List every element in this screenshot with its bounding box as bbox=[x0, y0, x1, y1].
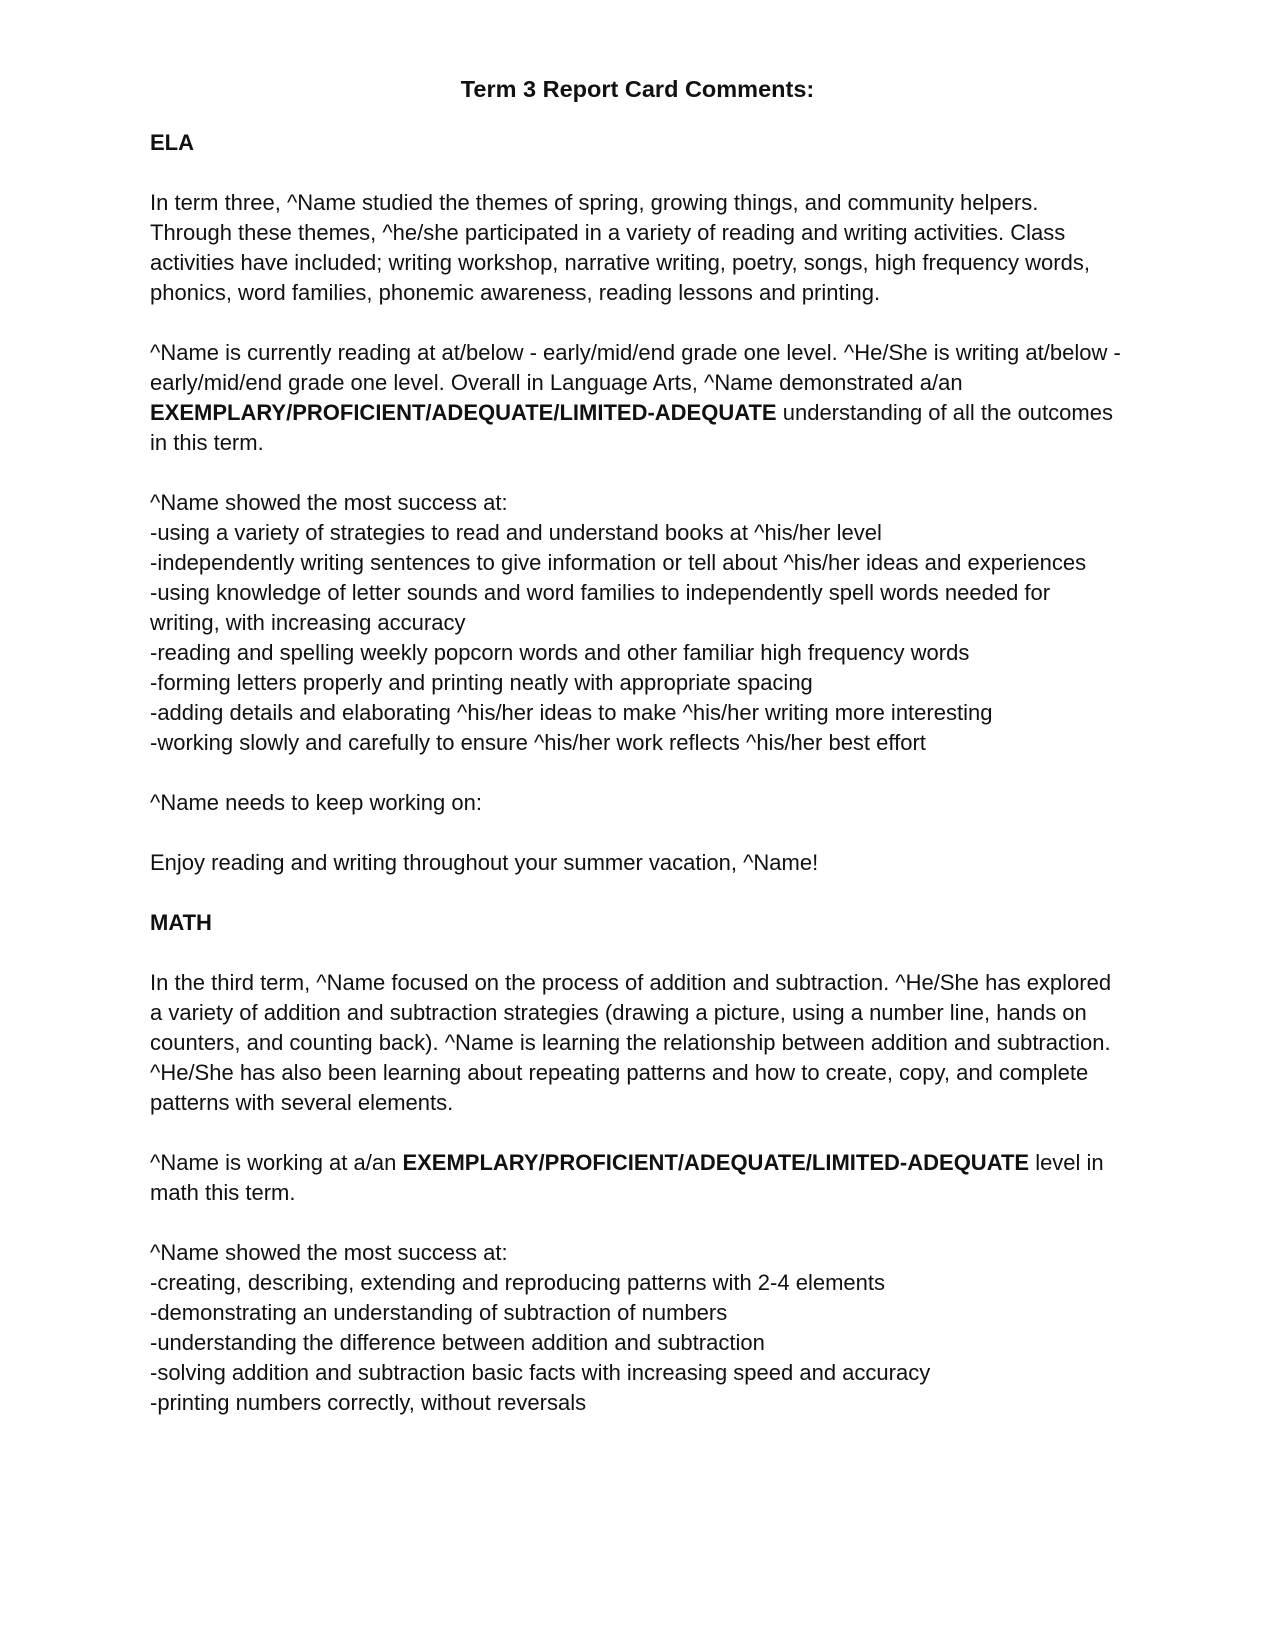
document-title: Term 3 Report Card Comments: bbox=[460, 76, 815, 102]
math-heading: MATH bbox=[150, 910, 212, 935]
list-item: -independently writing sentences to give information or tell about ^his/her ideas and experiences bbox=[150, 550, 1087, 575]
list-item: -using a variety of strategies to read and understand books at ^his/her level bbox=[150, 520, 882, 545]
math-intro-paragraph: In the third term, ^Name focused on the process of addition and subtraction. ^He/She has explored a variety of addition and subtraction strategies (drawing a picture, using a number line, hands on counters, and counting back). ^Name is learning the relationship between addition and subtraction. ^He/She has also been learning about repeating patterns and how to create, copy, and complete patterns with several elements. bbox=[150, 970, 1112, 1115]
ela-success-list bbox=[150, 488, 1125, 758]
ela-level-text-start: ^Name is currently reading at at/below - early/mid/end grade one level. ^He/She is writing at/below - early/mid/end grade one level. Overall in Language Arts, ^Name demonstrated a/an bbox=[150, 340, 1121, 395]
math-level-text-end: level in math this term. bbox=[150, 1150, 1104, 1205]
ela-level-paragraph bbox=[150, 338, 1125, 458]
ela-closing: Enjoy reading and writing throughout your summer vacation, ^Name! bbox=[150, 850, 819, 875]
math-level-rating: EXEMPLARY/PROFICIENT/ADEQUATE/LIMITED-ADEQUATE bbox=[402, 1150, 1030, 1175]
math-success-intro: ^Name showed the most success at: bbox=[150, 1240, 508, 1265]
math-success-list bbox=[150, 1238, 1125, 1418]
list-item: -creating, describing, extending and reproducing patterns with 2-4 elements bbox=[150, 1270, 885, 1295]
list-item: -solving addition and subtraction basic facts with increasing speed and accuracy bbox=[150, 1360, 931, 1385]
list-item: -forming letters properly and printing neatly with appropriate spacing bbox=[150, 670, 813, 695]
math-level-paragraph bbox=[150, 1148, 1125, 1208]
ela-section bbox=[150, 128, 1125, 878]
math-level-text-start: ^Name is working at a/an bbox=[150, 1150, 397, 1175]
ela-level-text-end: understanding of all the outcomes in this term. bbox=[150, 400, 1113, 455]
list-item: -printing numbers correctly, without reversals bbox=[150, 1390, 587, 1415]
ela-success-intro: ^Name showed the most success at: bbox=[150, 490, 508, 515]
ela-level-rating: EXEMPLARY/PROFICIENT/ADEQUATE/LIMITED-ADEQUATE bbox=[150, 400, 777, 425]
list-item: -adding details and elaborating ^his/her ideas to make ^his/her writing more interesting bbox=[150, 700, 993, 725]
math-section bbox=[150, 908, 1125, 1418]
list-item: -demonstrating an understanding of subtraction of numbers bbox=[150, 1300, 728, 1325]
ela-intro-paragraph: In term three, ^Name studied the themes of spring, growing things, and community helpers. Through these themes, ^he/she participated in a variety of reading and writing activities. Class activities have included; writing workshop, narrative writing, poetry, songs, high frequency words, phonics, word families, phonemic awareness, reading lessons and printing. bbox=[150, 190, 1090, 305]
list-item: -using knowledge of letter sounds and word families to independently spell words needed for writing, with increasing accuracy bbox=[150, 580, 1051, 635]
document-page bbox=[150, 68, 1125, 1448]
list-item: -reading and spelling weekly popcorn words and other familiar high frequency words bbox=[150, 640, 970, 665]
list-item: -working slowly and carefully to ensure ^his/her work reflects ^his/her best effort bbox=[150, 730, 926, 755]
ela-needs-work: ^Name needs to keep working on: bbox=[150, 790, 482, 815]
ela-heading: ELA bbox=[150, 130, 194, 155]
list-item: -understanding the difference between addition and subtraction bbox=[150, 1330, 765, 1355]
